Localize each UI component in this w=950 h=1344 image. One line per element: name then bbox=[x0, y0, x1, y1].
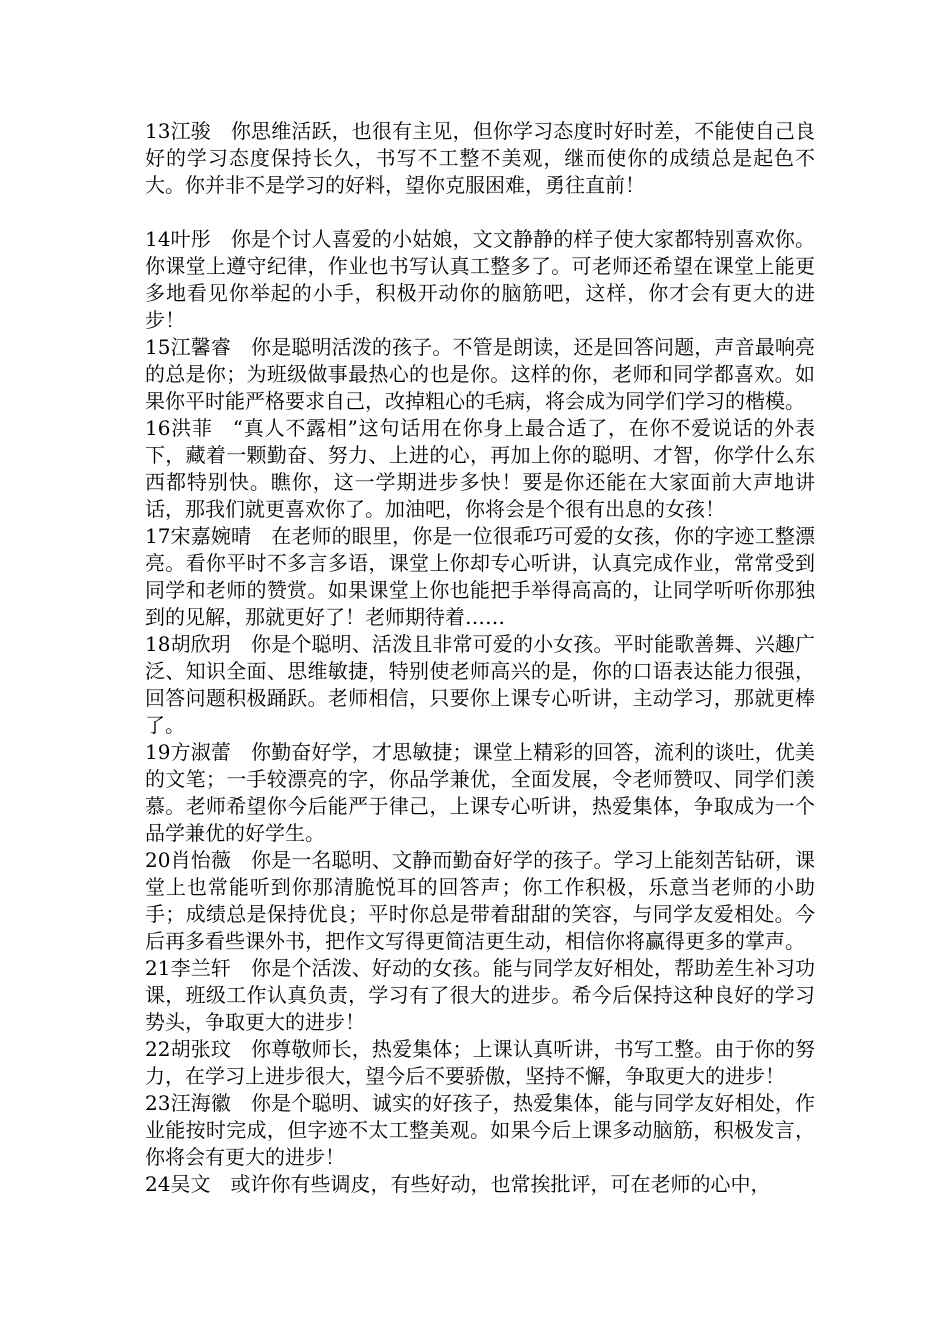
student-name: 方淑蕾 bbox=[170, 740, 232, 764]
comment-text: 你思维活跃，也很有主见，但你学习态度时好时差，不能使自己良好的学习态度保持长久，书写不工整不美观，继而使你的成绩总是起色不大。你并非不是学习的好料，望你克服困难，勇往直前！ bbox=[145, 119, 816, 197]
comment-text: 你是个聪明、活泼且非常可爱的小女孩。平时能歌善舞、兴趣广泛、知识全面、思维敏捷，特别使老师高兴的是，你的口语表达能力很强，回答问题积极踊跃。老师相信，只要你上课专心听讲，主动学习，那就更棒了。 bbox=[145, 632, 816, 737]
student-number: 17 bbox=[145, 524, 171, 548]
comment-entry-13 bbox=[145, 118, 815, 199]
comment-entry-20 bbox=[145, 847, 815, 955]
comment-entry-15 bbox=[145, 334, 815, 415]
student-name: 叶彤 bbox=[170, 227, 211, 251]
student-number: 13 bbox=[145, 119, 171, 143]
comment-text: 你是个活泼、好动的女孩。能与同学友好相处，帮助差生补习功课，班级工作认真负责，学习有了很大的进步。希今后保持这种良好的学习势头，争取更大的进步！ bbox=[145, 956, 816, 1034]
comment-entry-21 bbox=[145, 955, 815, 1036]
student-number: 18 bbox=[145, 632, 171, 656]
student-name: 胡张玟 bbox=[170, 1037, 232, 1061]
student-name: 宋嘉婉晴 bbox=[170, 524, 252, 548]
comment-entry-16 bbox=[145, 415, 815, 523]
student-name: 江馨睿 bbox=[170, 335, 232, 359]
student-number: 22 bbox=[145, 1037, 171, 1061]
comment-text: 你勤奋好学，才思敏捷；课堂上精彩的回答，流利的谈吐，优美的文笔；一手较漂亮的字，你品学兼优，全面发展，令老师赞叹、同学们羡慕。老师希望你今后能严于律己，上课专心听讲，热爱集体，争取成为一个品学兼优的好学生。 bbox=[145, 740, 816, 845]
student-name: 洪菲 bbox=[170, 416, 213, 440]
comment-text: 你是个聪明、诚实的好孩子，热爱集体，能与同学友好相处，作业能按时完成，但字迹不太工整美观。如果今后上课多动脑筋，积极发言，你将会有更大的进步！ bbox=[145, 1091, 816, 1169]
document-page bbox=[145, 118, 815, 1198]
comment-entry-14 bbox=[145, 226, 815, 334]
comment-text: 你尊敬师长，热爱集体；上课认真听讲，书写工整。由于你的努力，在学习上进步很大，望今后不要骄傲，坚持不懈，争取更大的进步！ bbox=[145, 1037, 816, 1088]
student-number: 20 bbox=[145, 848, 171, 872]
student-number: 14 bbox=[145, 227, 171, 251]
student-number: 15 bbox=[145, 335, 171, 359]
student-name: 汪海徽 bbox=[170, 1091, 232, 1115]
comment-text: 或许你有些调皮，有些好动，也常挨批评，可在老师的心中， bbox=[230, 1172, 771, 1196]
student-name: 李兰轩 bbox=[170, 956, 232, 980]
comment-text: 你是聪明活泼的孩子。不管是朗读，还是回答问题，声音最响亮的总是你；为班级做事最热心的也是你。这样的你，老师和同学都喜欢。如果你平时能严格要求自己，改掉粗心的毛病，将会成为同学们学习的楷模。 bbox=[145, 335, 816, 413]
comment-entry-22 bbox=[145, 1036, 815, 1090]
student-name: 吴文 bbox=[170, 1172, 211, 1196]
student-number: 16 bbox=[145, 416, 171, 440]
comment-entry-18 bbox=[145, 631, 815, 739]
student-number: 24 bbox=[145, 1172, 171, 1196]
comment-text: “真人不露相”这句话用在你身上最合适了，在你不爱说话的外表下，藏着一颗勤奋、努力、上进的心，再加上你的聪明、才智，你学什么东西都特别快。瞧你，这一学期进步多快！要是你还能在大家面前大声地讲话，那我们就更喜欢你了。加油吧，你将会是个很有出息的女孩！ bbox=[145, 416, 816, 521]
comment-entry-24 bbox=[145, 1171, 815, 1198]
student-name: 江骏 bbox=[170, 119, 211, 143]
comment-text: 你是一名聪明、文静而勤奋好学的孩子。学习上能刻苦钻研，课堂上也常能听到你那清脆悦耳的回答声；你工作积极，乐意当老师的小助手；成绩总是保持优良；平时你总是带着甜甜的笑容，与同学友爱相处。今后再多看些课外书，把作文写得更简洁更生动，相信你将赢得更多的掌声。 bbox=[145, 848, 816, 953]
student-number: 19 bbox=[145, 740, 171, 764]
student-name: 肖怡薇 bbox=[170, 848, 232, 872]
student-number: 21 bbox=[145, 956, 171, 980]
comment-entry-23 bbox=[145, 1090, 815, 1171]
comment-entry-17 bbox=[145, 523, 815, 631]
comment-entry-19 bbox=[145, 739, 815, 847]
student-number: 23 bbox=[145, 1091, 171, 1115]
comment-text: 你是个讨人喜爱的小姑娘，文文静静的样子使大家都特别喜欢你。你课堂上遵守纪律，作业也书写认真工整多了。可老师还希望在课堂上能更多地看见你举起的小手，积极开动你的脑筋吧，这样，你才会有更大的进步！ bbox=[145, 227, 816, 332]
student-name: 胡欣玥 bbox=[170, 632, 232, 656]
comment-text: 在老师的眼里，你是一位很乖巧可爱的女孩，你的字迹工整漂亮。看你平时不多言多语，课堂上你却专心听讲，认真完成作业，常常受到同学和老师的赞赏。如果课堂上你也能把手举得高高的，让同学听听你那独到的见解，那就更好了！老师期待着…… bbox=[145, 524, 816, 629]
